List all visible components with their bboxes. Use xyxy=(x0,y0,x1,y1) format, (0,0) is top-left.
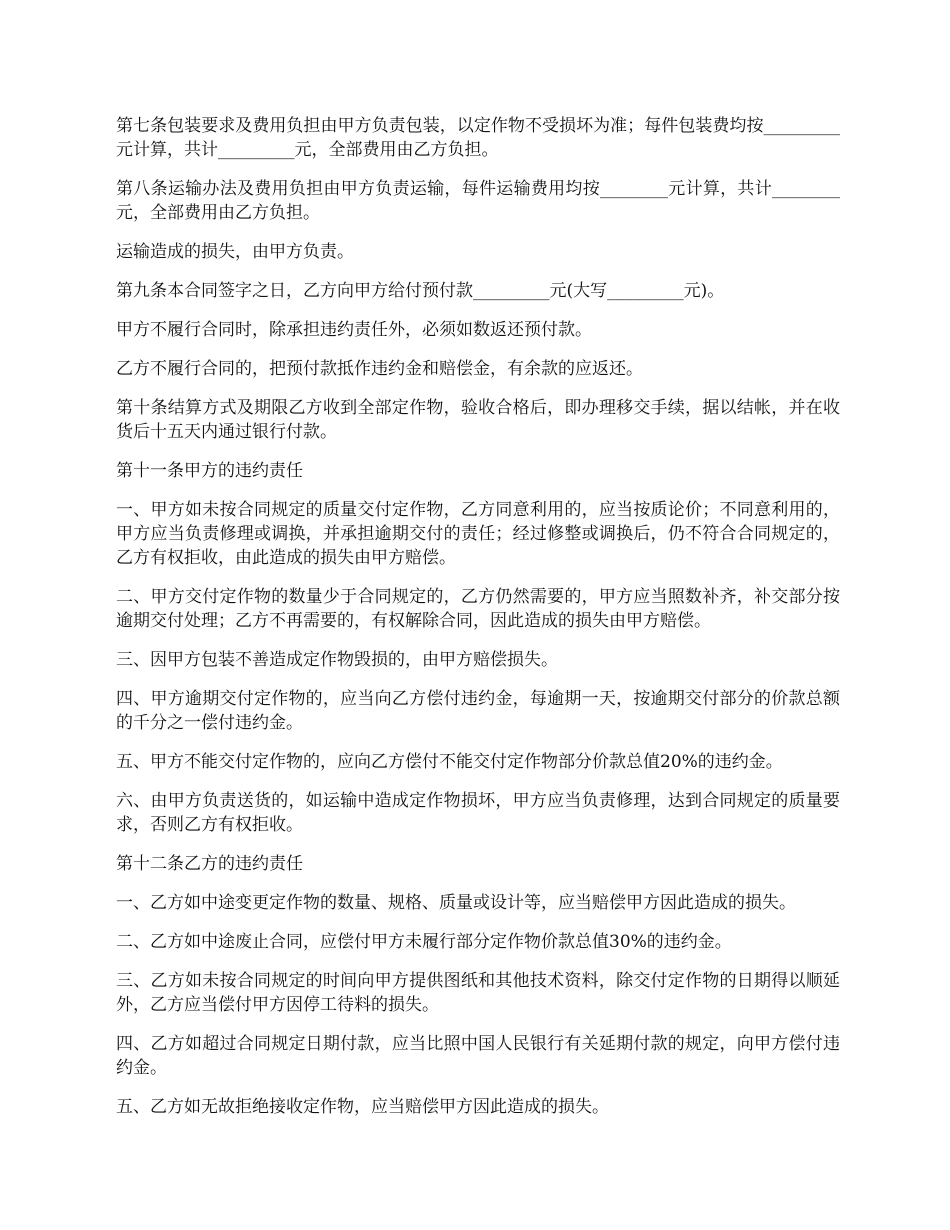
paragraph-article-8: 第八条运输办法及费用负担由甲方负责运输，每件运输费用均按________元计算，共计________元，全部费用由乙方负担。 xyxy=(116,179,840,223)
heading-article-12: 第十二条乙方的违约责任 xyxy=(116,854,303,874)
paragraph-article-11-item-1: 一、甲方如未按合同规定的质量交付定作物，乙方同意利用的，应当按质论价；不同意利用的，甲方应当负责修理或调换，并承担逾期交付的责任；经过修整或调换后，仍不符合合同规定的，乙方有权拒收，由此造成的损失由甲方赔偿。 xyxy=(116,500,840,568)
paragraph-article-7: 第七条包装要求及费用负担由甲方负责包装，以定作物不受损坏为准；每件包装费均按_________元计算，共计_________元，全部费用由乙方负担。 xyxy=(116,116,840,160)
paragraph-article-12-item-2: 二、乙方如中途废止合同，应偿付甲方未履行部分定作物价款总值30%的违约金。 xyxy=(116,932,732,952)
paragraph-article-11-item-3: 三、因甲方包装不善造成定作物毁损的，由甲方赔偿损失。 xyxy=(116,650,558,670)
paragraph-article-12-item-1: 一、乙方如中途变更定作物的数量、规格、质量或设计等，应当赔偿甲方因此造成的损失。 xyxy=(116,893,796,913)
paragraph-article-12-item-3: 三、乙方如未按合同规定的时间向甲方提供图纸和其他技术资料，除交付定作物的日期得以顺延外，乙方应当偿付甲方因停工待料的损失。 xyxy=(116,971,840,1015)
paragraph-article-11-item-4: 四、甲方逾期交付定作物的，应当向乙方偿付违约金，每逾期一天，按逾期交付部分的价款总额的千分之一偿付违约金。 xyxy=(116,689,840,733)
paragraph-article-11-item-5: 五、甲方不能交付定作物的，应向乙方偿付不能交付定作物部分价款总值20%的违约金。 xyxy=(116,752,783,772)
paragraph-article-9: 第九条本合同签字之日，乙方向甲方给付预付款_________元(大写_________元)。 xyxy=(116,281,725,301)
paragraph-party-a-default: 甲方不履行合同时，除承担违约责任外，必须如数返还预付款。 xyxy=(116,320,592,340)
paragraph-article-11-item-6: 六、由甲方负责送货的，如运输中造成定作物损坏，甲方应当负责修理，达到合同规定的质量要求，否则乙方有权拒收。 xyxy=(116,791,840,835)
paragraph-party-b-default: 乙方不履行合同的，把预付款抵作违约金和赔偿金，有余款的应返还。 xyxy=(116,359,643,379)
paragraph-article-12-item-5: 五、乙方如无故拒绝接收定作物，应当赔偿甲方因此造成的损失。 xyxy=(116,1097,609,1117)
paragraph-article-10: 第十条结算方式及期限乙方收到全部定作物，验收合格后，即办理移交手续，据以结帐，并在收货后十五天内通过银行付款。 xyxy=(116,398,840,442)
heading-article-11: 第十一条甲方的违约责任 xyxy=(116,461,303,481)
paragraph-transport-loss: 运输造成的损失，由甲方负责。 xyxy=(116,242,354,262)
paragraph-article-12-item-4: 四、乙方如超过合同规定日期付款，应当比照中国人民银行有关延期付款的规定，向甲方偿付违约金。 xyxy=(116,1034,840,1078)
paragraph-article-11-item-2: 二、甲方交付定作物的数量少于合同规定的，乙方仍然需要的，甲方应当照数补齐，补交部分按逾期交付处理；乙方不再需要的，有权解除合同，因此造成的损失由甲方赔偿。 xyxy=(116,587,840,631)
